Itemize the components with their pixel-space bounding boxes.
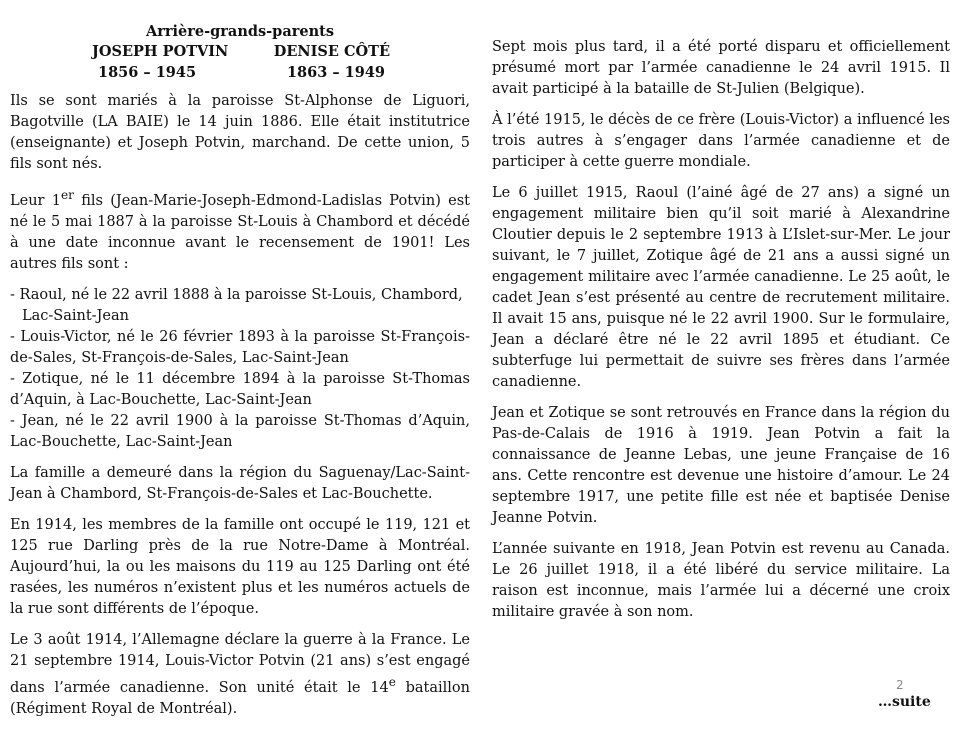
- person1-dates: 1856 – 1945: [98, 64, 197, 81]
- paragraph-first-son: [10, 185, 470, 275]
- paragraph-missing: Sept mois plus tard, il a été porté disparu et officiellement présumé mort par l’armée canadienne le 24 avril 1915. Il avait participé à la bataille de St-Julien (Belgique).: [492, 39, 950, 97]
- names-row: [10, 41, 470, 62]
- dates-row: [10, 62, 470, 83]
- list-item: Lac-Saint-Jean: [22, 307, 129, 324]
- paragraph-first-son-start: Leur 1: [10, 192, 61, 209]
- person2-dates: 1863 – 1949: [286, 64, 385, 81]
- paragraph-first-son-rest: fils (Jean-Marie-Joseph-Edmond-Ladislas Potvin) est né le 5 mai 1887 à la paroisse St-Louis à Chambord et décédé à une date inconnue avant le recensement de 1901! Les autres fils sont :: [10, 192, 470, 272]
- paragraph-war: [10, 630, 470, 720]
- paragraph-montreal: En 1914, les membres de la famille ont occupé le 119, 121 et 125 rue Darling près de la rue Notre-Dame à Montréal. Aujourd’hui, la ou les maisons du 119 au 125 Darling ont été rasées, les numéros n’existent plus et les numéros actuels de la rue sont différents de l’époque.: [10, 516, 470, 617]
- person1-name: JOSEPH POTVIN: [92, 43, 229, 60]
- list-item: - Louis-Victor, né le 26 février 1893 à la paroisse St-François-de-Sales, St-François-de-Sales, Lac-Saint-Jean: [10, 328, 470, 366]
- superscript-er: er: [61, 188, 74, 202]
- superscript-e: e: [388, 674, 396, 689]
- paragraph-marriage: Ils se sont mariés à la paroisse St-Alphonse de Liguori, Bagotville (LA BAIE) le 14 juin 1886. Elle était institutrice (enseignante) et Joseph Potvin, marchand. De cette union, 5 fils sont nés.: [10, 93, 470, 172]
- list-item: - Zotique, né le 11 décembre 1894 à la paroisse St-Thomas d’Aquin, à Lac-Bouchette, Lac-Saint-Jean: [10, 370, 470, 408]
- left-column: [10, 22, 470, 730]
- paragraph-war-start: Le 3 août 1914, l’Allemagne déclare la guerre à la France. Le 21 septembre 1914, Louis-Victor Potvin (21 ans) s’est engagé dans l’armée canadienne. Son unité était le 14: [10, 631, 470, 696]
- person2-name: DENISE CÔTÉ: [273, 43, 390, 60]
- section-title: Arrière-grands-parents: [146, 23, 334, 40]
- paragraph-region: La famille a demeuré dans la région du Saguenay/Lac-Saint-Jean à Chambord, St-François-de-Sales et Lac-Bouchette.: [10, 464, 470, 502]
- sons-list: [10, 285, 470, 453]
- paragraph-return: L’année suivante en 1918, Jean Potvin est revenu au Canada. Le 26 juillet 1918, il a été libéré du service militaire. La raison est inconnue, mais l’armée lui a décerné une croix militaire gravée à son nom.: [492, 541, 950, 620]
- continuation-label: …suite: [878, 694, 931, 710]
- paragraph-enlistment: Le 6 juillet 1915, Raoul (l’ainé âgé de 27 ans) a signé un engagement militaire bien qu’il soit marié à Alexandrine Cloutier depuis le 2 septembre 1913 à L’Islet-sur-Mer. Le jour suivant, le 7 juillet, Zotique âgé de 21 ans a aussi signé un engagement militaire avec l’armée canadienne. Le 25 août, le cadet Jean s’est présenté au centre de recrutement militaire. Il avait 15 ans, puisque né le 22 avril 1900. Sur le formulaire, Jean a déclaré être né le 22 avril 1895 et étudiant. Ce subterfuge lui permettait de suivre ses frères dans l’armée canadienne.: [492, 185, 950, 390]
- paragraph-war-rest: bataillon (Régiment Royal de Montréal).: [10, 679, 470, 717]
- paragraph-france: Jean et Zotique se sont retrouvés en France dans la région du Pas-de-Calais de 1916 à 1919. Jean Potvin a fait la connaissance de Jeanne Lebas, une jeune Française de 16 ans. Cette rencontre est devenue une histoire d’amour. Le 24 septembre 1917, une petite fille est née et baptisée Denise Jeanne Potvin.: [492, 405, 950, 526]
- page-number: 2: [896, 678, 904, 692]
- right-column: [492, 37, 950, 633]
- paragraph-summer-1915: À l’été 1915, le décès de ce frère (Louis-Victor) a influencé les trois autres à s’engager dans l’armée canadienne et de participer à cette guerre mondiale.: [492, 112, 950, 170]
- list-item: - Raoul, né le 22 avril 1888 à la paroisse St-Louis, Chambord,: [10, 286, 463, 303]
- list-item: - Jean, né le 22 avril 1900 à la paroisse St-Thomas d’Aquin, Lac-Bouchette, Lac-Saint-Jean: [10, 412, 470, 450]
